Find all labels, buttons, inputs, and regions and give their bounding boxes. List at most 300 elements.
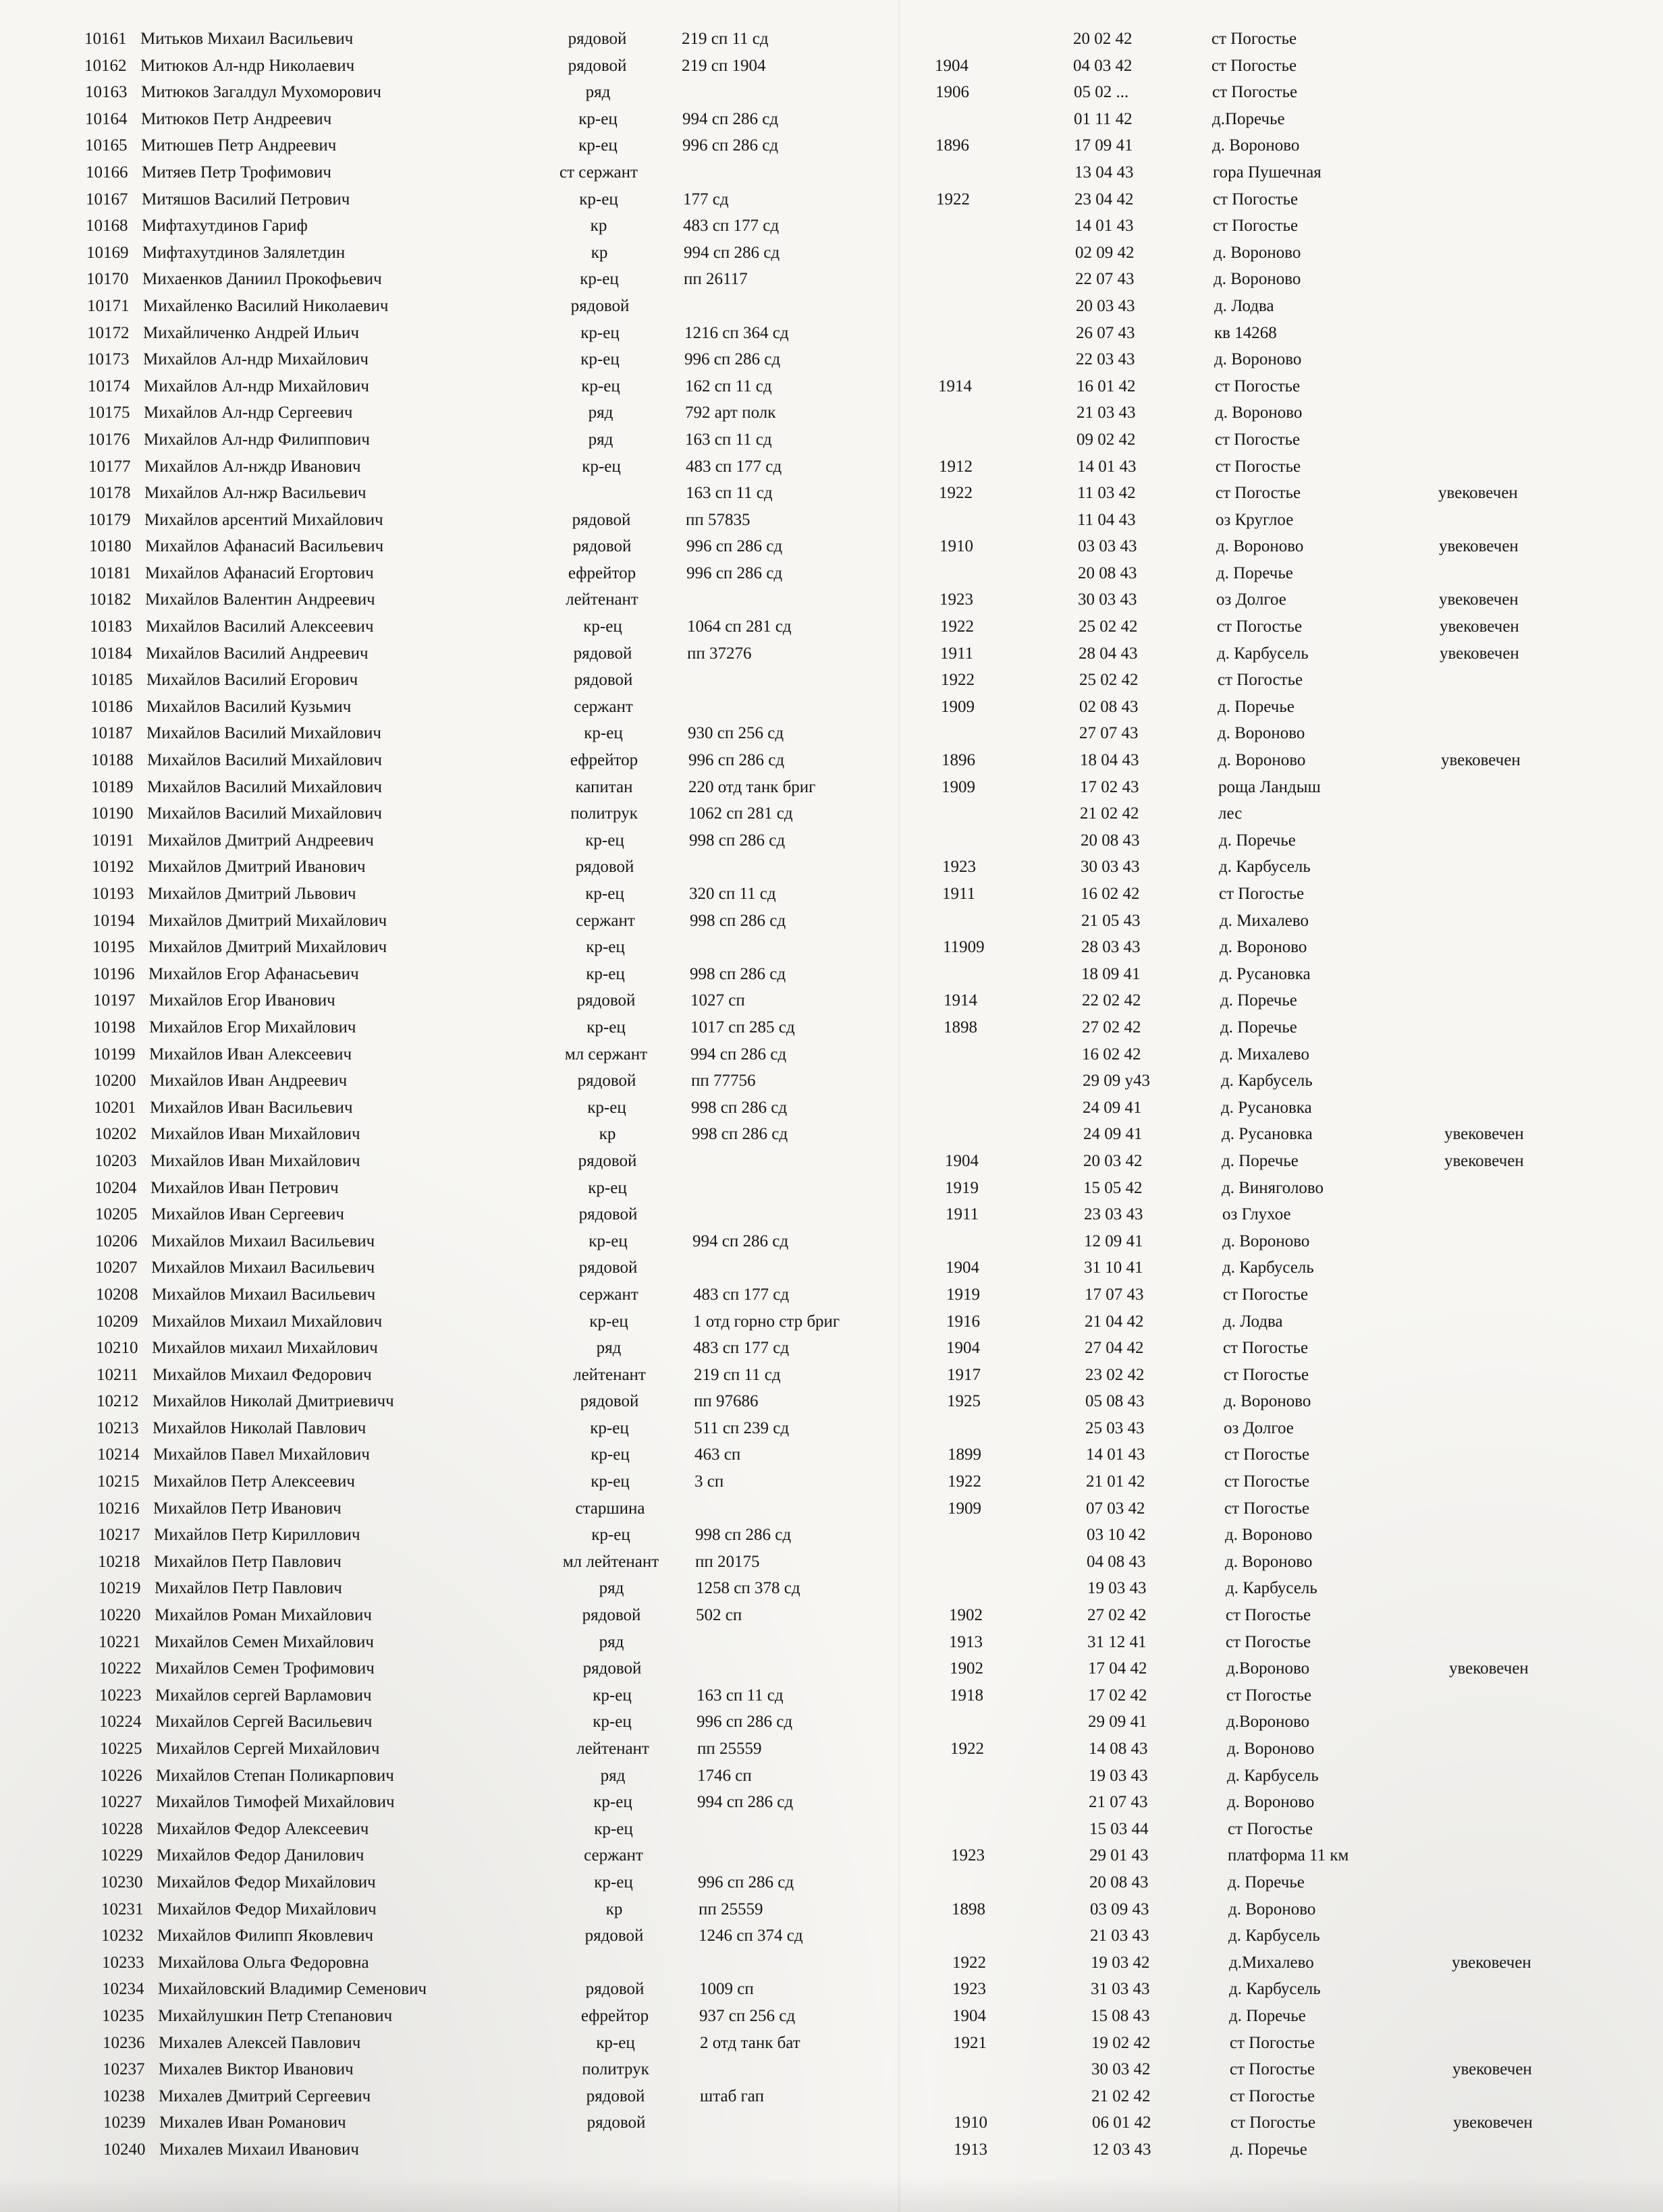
record-date: 29 09 41 — [1088, 1713, 1147, 1732]
record-date: 04 08 43 — [1087, 1552, 1146, 1571]
table-row — [0, 159, 1663, 186]
record-unit: пп 20175 — [695, 1552, 760, 1571]
record-rank: кр-ец — [586, 964, 625, 983]
record-rank: рядовой — [582, 1659, 642, 1678]
table-row — [0, 560, 1663, 587]
record-number: 10221 — [99, 1632, 141, 1651]
record-name: Михайлов Егор Иванович — [149, 991, 335, 1010]
record-place: д. Поречье — [1216, 563, 1293, 582]
record-rank: кр-ец — [578, 136, 618, 155]
record-number: 10237 — [103, 2060, 145, 2079]
record-place: ст Погостье — [1216, 484, 1301, 503]
record-number: 10196 — [92, 964, 135, 983]
record-unit: 1746 сп — [697, 1766, 752, 1785]
record-number: 10190 — [91, 804, 134, 823]
record-number: 10191 — [92, 831, 134, 850]
record-place: д. Поречье — [1218, 697, 1294, 716]
record-name: Михайлов Семен Михайлович — [155, 1632, 374, 1651]
record-year: 1906 — [935, 83, 969, 102]
record-number: 10188 — [91, 751, 134, 770]
record-number: 10231 — [101, 1900, 144, 1918]
record-place: оз Долгое — [1216, 590, 1286, 609]
record-place: д. Вороново — [1225, 1526, 1313, 1545]
record-place: д. Виняголово — [1222, 1178, 1324, 1197]
record-date: 31 03 43 — [1091, 1980, 1150, 1999]
record-rank: кр — [599, 1125, 616, 1144]
table-row — [0, 186, 1663, 213]
record-rank: кр-ец — [593, 1793, 632, 1812]
record-place: д. Вороново — [1214, 270, 1301, 289]
record-unit: 998 сп 286 сд — [690, 964, 786, 983]
record-number: 10208 — [96, 1285, 138, 1304]
table-row — [0, 480, 1663, 507]
record-rank: сержант — [584, 1846, 643, 1865]
record-year: 1896 — [942, 751, 975, 770]
record-rank: сержант — [576, 911, 635, 930]
record-year: 1921 — [953, 2033, 987, 2052]
record-rank: рядовой — [585, 1980, 645, 1999]
record-rank: ряд — [599, 1632, 624, 1651]
record-name: Митьков Михаил Васильевич — [140, 30, 354, 48]
record-number: 10238 — [103, 2086, 145, 2105]
record-name: Михайлов Валентин Андреевич — [145, 590, 375, 609]
record-rank: сержант — [579, 1285, 638, 1304]
record-name: Михайлов Дмитрий Михайлович — [148, 911, 387, 930]
record-year: 1925 — [947, 1392, 981, 1411]
record-place: ст Погостье — [1211, 56, 1297, 75]
record-place: д. Вороново — [1227, 1740, 1315, 1758]
record-unit: 994 сп 286 сд — [697, 1793, 794, 1812]
record-rank: ефрейтор — [570, 751, 638, 770]
record-name: Михайлушкин Петр Степанович — [158, 2006, 393, 2025]
record-rank: кр-ец — [591, 1526, 630, 1545]
record-name: Михалев Виктор Иванович — [159, 2060, 354, 2079]
table-row — [0, 774, 1663, 801]
record-place: д. Карбусель — [1227, 1766, 1319, 1785]
record-date: 23 02 42 — [1085, 1365, 1145, 1384]
record-place: д. Вороново — [1224, 1392, 1311, 1411]
record-name: Михайлов Ал-ндр Михайлович — [143, 350, 369, 369]
record-unit: 1216 сп 364 сд — [684, 323, 789, 342]
record-number: 10161 — [84, 30, 127, 48]
record-number: 10219 — [99, 1579, 141, 1598]
record-name: Михайленко Василий Николаевич — [143, 296, 389, 315]
record-unit: 463 сп — [694, 1445, 741, 1464]
record-name: Михалев Алексей Павлович — [159, 2033, 361, 2052]
record-number: 10173 — [87, 350, 130, 369]
record-number: 10170 — [86, 270, 129, 289]
record-date: 17 02 43 — [1080, 777, 1139, 796]
record-number: 10228 — [101, 1819, 143, 1838]
record-number: 10165 — [85, 136, 128, 155]
table-row — [0, 426, 1663, 453]
record-date: 27 02 42 — [1087, 1606, 1147, 1625]
record-rank: рядовой — [576, 991, 636, 1010]
record-year: 1909 — [948, 1499, 981, 1518]
record-number: 10209 — [96, 1312, 138, 1331]
record-number: 10180 — [89, 537, 132, 556]
record-unit: 996 сп 286 сд — [688, 751, 785, 770]
record-unit: 320 сп 11 сд — [689, 885, 776, 903]
record-place: ст Погостье — [1215, 430, 1301, 449]
record-date: 27 04 42 — [1085, 1339, 1144, 1358]
record-date: 05 08 43 — [1085, 1392, 1145, 1411]
record-rank: лейтенант — [573, 1365, 646, 1384]
table-row — [0, 2056, 1663, 2083]
record-date: 30 03 43 — [1081, 858, 1140, 877]
record-unit: 162 сп 11 сд — [685, 377, 772, 395]
record-unit: 937 сп 256 сд — [699, 2006, 796, 2025]
record-number: 10240 — [103, 2140, 146, 2159]
record-name: Михайлова Ольга Федоровна — [158, 1953, 369, 1972]
record-place: кв 14268 — [1214, 323, 1277, 342]
record-unit: 998 сп 286 сд — [695, 1526, 792, 1545]
record-rank: кр — [591, 243, 608, 262]
record-year: 1914 — [944, 991, 977, 1010]
record-rank: мл сержант — [564, 1045, 648, 1063]
record-number: 10203 — [94, 1151, 137, 1170]
record-date: 16 02 42 — [1081, 885, 1140, 903]
record-place: ст Погостье — [1226, 1686, 1312, 1705]
record-date: 29 01 43 — [1089, 1846, 1149, 1865]
record-rank: рядовой — [570, 296, 630, 315]
record-date: 21 02 42 — [1080, 804, 1139, 823]
record-place: ст Погостье — [1213, 217, 1299, 236]
record-date: 16 02 42 — [1082, 1045, 1141, 1063]
record-unit: 219 сп 1904 — [682, 56, 766, 75]
table-row — [0, 1709, 1663, 1736]
record-number: 10223 — [99, 1686, 142, 1705]
record-number: 10179 — [88, 510, 131, 529]
record-date: 13 04 43 — [1074, 163, 1134, 182]
record-place: д. Вороново — [1216, 537, 1304, 556]
record-year: 1904 — [935, 56, 969, 75]
record-date: 19 02 42 — [1091, 2033, 1151, 2052]
record-name: Михайлов Василий Михайлович — [147, 777, 382, 796]
record-name: Михалев Дмитрий Сергеевич — [159, 2086, 371, 2105]
record-place: ст Погостье — [1228, 1819, 1313, 1838]
record-number: 10178 — [88, 484, 131, 503]
record-number: 10186 — [90, 697, 133, 716]
record-name: Михайлов михаил Михайлович — [152, 1339, 378, 1358]
record-year: 1911 — [942, 885, 976, 903]
record-name: Михайлов Василий Андреевич — [146, 644, 369, 663]
record-unit: 996 сп 286 сд — [682, 136, 779, 155]
table-row — [0, 908, 1663, 935]
table-row — [0, 1495, 1663, 1522]
record-name: Михайлов Сергей Васильевич — [155, 1713, 373, 1732]
record-name: Мифтахутдинов Залялетдин — [142, 243, 346, 262]
record-name: Михаенков Даниил Прокофьевич — [142, 270, 382, 289]
record-date: 21 05 43 — [1081, 911, 1141, 930]
record-year: 1922 — [948, 1472, 981, 1491]
record-name: Михайлов Ал-ндр Михайлович — [144, 377, 369, 395]
table-row — [0, 293, 1663, 320]
record-place: д. Михалево — [1220, 1045, 1310, 1063]
record-number: 10181 — [89, 563, 132, 582]
record-place: д. Русановка — [1222, 1125, 1313, 1144]
record-rank: ефрейтор — [580, 2006, 649, 2025]
record-year: 1913 — [954, 2140, 987, 2159]
record-rank: рядовой — [582, 1606, 641, 1625]
record-place: д. Русановка — [1220, 964, 1311, 983]
record-place: д. Поречье — [1230, 2140, 1307, 2159]
record-date: 14 01 43 — [1077, 457, 1137, 476]
record-date: 18 09 41 — [1081, 964, 1141, 983]
record-place: ст Погостье — [1230, 2086, 1315, 2105]
table-row — [0, 1950, 1663, 1976]
record-number: 10189 — [91, 777, 134, 796]
table-row — [0, 1441, 1663, 1468]
record-name: Михайлов Иван Петрович — [151, 1178, 339, 1197]
table-row — [0, 1763, 1663, 1790]
table-row — [0, 1148, 1663, 1175]
table-row — [0, 934, 1663, 961]
record-place: д. Поречье — [1222, 1151, 1299, 1170]
scan-shadow — [0, 2176, 1663, 2212]
record-year: 1919 — [946, 1285, 980, 1304]
record-note: увековечен — [1441, 751, 1521, 770]
record-name: Михайлов Василий Михайлович — [147, 804, 382, 823]
record-unit: 1258 сп 378 сд — [696, 1579, 800, 1598]
record-place: ст Погостье — [1230, 2033, 1315, 2052]
record-date: 14 08 43 — [1089, 1740, 1148, 1758]
record-place: ст Погостье — [1213, 190, 1299, 209]
record-year: 1922 — [950, 1740, 984, 1758]
record-name: Митюков Петр Андреевич — [141, 109, 332, 128]
record-date: 14 01 43 — [1086, 1445, 1145, 1464]
record-number: 10230 — [101, 1873, 143, 1891]
table-row — [0, 453, 1663, 480]
record-year: 1922 — [939, 484, 973, 503]
record-rank: лейтенант — [566, 590, 638, 609]
record-number: 10168 — [86, 217, 128, 236]
record-date: 23 03 43 — [1084, 1205, 1143, 1224]
record-year: 1899 — [948, 1445, 981, 1464]
record-date: 17 02 42 — [1088, 1686, 1147, 1705]
record-place: д. Михалево — [1220, 911, 1309, 930]
record-date: 20 08 43 — [1089, 1873, 1149, 1891]
record-rank: мл лейтенант — [562, 1552, 659, 1571]
record-date: 24 09 41 — [1083, 1125, 1143, 1144]
record-rank: кр-ец — [580, 323, 620, 342]
table-row — [0, 79, 1663, 106]
record-year: 1919 — [945, 1178, 979, 1197]
record-date: 20 03 42 — [1083, 1151, 1143, 1170]
record-rank: рядовой — [572, 537, 632, 556]
record-name: Михайлов Егор Михайлович — [149, 1018, 356, 1036]
record-number: 10172 — [87, 323, 130, 342]
record-place: д.Поречье — [1212, 109, 1285, 128]
record-number: 10175 — [88, 404, 130, 422]
record-number: 10171 — [87, 296, 130, 315]
record-place: д. Вороново — [1227, 1793, 1315, 1812]
record-name: Михайлов Федор Михайлович — [157, 1900, 377, 1918]
table-row — [0, 1629, 1663, 1656]
record-date: 27 07 43 — [1079, 724, 1139, 743]
record-place: ст Погостье — [1224, 1499, 1310, 1518]
record-date: 21 07 43 — [1089, 1793, 1148, 1812]
record-number: 10212 — [97, 1392, 139, 1411]
record-unit: пп 26117 — [684, 270, 748, 289]
record-rank: рядовой — [578, 1151, 637, 1170]
record-name: Михайлов сергей Варламович — [155, 1686, 372, 1705]
record-name: Михайлов Михаил Михайлович — [152, 1312, 383, 1331]
table-row — [0, 1789, 1663, 1816]
record-name: Михайлов Семен Трофимович — [155, 1659, 375, 1678]
record-date: 19 03 42 — [1091, 1953, 1150, 1972]
record-note: увековечен — [1452, 1953, 1531, 1972]
record-unit: 998 сп 286 сд — [690, 911, 786, 930]
record-date: 07 03 42 — [1086, 1499, 1145, 1518]
record-place: д.Вороново — [1226, 1659, 1310, 1678]
record-name: Михайлов Дмитрий Андреевич — [148, 831, 374, 850]
record-name: Митюков Ал-ндр Николаевич — [140, 56, 355, 75]
record-number: 10199 — [93, 1045, 136, 1063]
record-year: 1904 — [952, 2006, 986, 2025]
record-year: 1898 — [944, 1018, 977, 1036]
record-year: 1902 — [949, 1606, 983, 1625]
record-year: 1902 — [950, 1659, 983, 1678]
record-rank: кр-ец — [588, 1178, 627, 1197]
record-number: 10232 — [101, 1927, 144, 1945]
record-number: 10169 — [86, 243, 129, 262]
record-rank: кр-ец — [590, 1418, 629, 1437]
record-date: 18 04 43 — [1080, 751, 1139, 770]
record-number: 10239 — [103, 2113, 146, 2132]
table-row — [0, 800, 1663, 827]
record-year: 1898 — [952, 1900, 985, 1918]
record-date: 31 10 41 — [1084, 1259, 1143, 1277]
record-name: Михайлов Степан Поликарпович — [156, 1766, 394, 1785]
record-date: 03 03 43 — [1078, 537, 1137, 556]
record-number: 10218 — [98, 1552, 140, 1571]
table-row — [0, 132, 1663, 159]
record-name: Митяев Петр Трофимович — [142, 163, 331, 182]
record-unit: 1009 сп — [699, 1980, 754, 1999]
record-place: ст Погостье — [1218, 671, 1303, 690]
record-number: 10185 — [90, 671, 133, 690]
record-name: Митюшев Петр Андреевич — [141, 136, 337, 155]
record-date: 05 02 ... — [1074, 83, 1129, 102]
record-name: Михайлов Сергей Михайлович — [156, 1740, 380, 1758]
table-row — [0, 1602, 1663, 1629]
record-number: 10162 — [84, 56, 127, 75]
record-number: 10183 — [90, 617, 132, 636]
record-unit: 994 сп 286 сд — [692, 1232, 789, 1250]
records-table — [0, 26, 1663, 2163]
table-row — [0, 640, 1663, 667]
record-date: 12 09 41 — [1084, 1232, 1143, 1250]
record-number: 10211 — [97, 1365, 138, 1384]
record-name: Михайлов Тимофей Михайлович — [156, 1793, 395, 1812]
record-name: Михайличенко Андрей Ильич — [143, 323, 360, 342]
record-year: 1910 — [939, 537, 973, 556]
record-number: 10176 — [88, 430, 130, 449]
record-date: 15 08 43 — [1091, 2006, 1150, 2025]
record-date: 21 03 43 — [1090, 1927, 1149, 1945]
record-name: Михайлов Ал-ндр Филиппович — [144, 430, 370, 449]
record-note: увековечен — [1453, 2113, 1533, 2132]
record-year: 1914 — [938, 377, 972, 395]
record-rank: ряд — [600, 1766, 626, 1785]
record-date: 20 03 43 — [1076, 296, 1135, 315]
table-row — [0, 2030, 1663, 2057]
record-number: 10195 — [92, 938, 135, 957]
record-name: Михайлов Михаил Васильевич — [152, 1285, 376, 1304]
record-number: 10192 — [92, 858, 134, 877]
table-row — [0, 106, 1663, 133]
record-date: 17 07 43 — [1085, 1285, 1144, 1304]
record-unit: 996 сп 286 сд — [697, 1713, 793, 1732]
record-date: 28 03 43 — [1081, 938, 1141, 957]
record-place: д. Вороново — [1212, 136, 1300, 155]
record-rank: политрук — [570, 804, 638, 823]
record-unit: 177 сд — [683, 190, 729, 209]
table-row — [0, 1869, 1663, 1896]
record-date: 31 12 41 — [1087, 1632, 1147, 1651]
record-name: Михайлов Иван Сергеевич — [151, 1205, 344, 1224]
record-place: оз Долгое — [1224, 1418, 1294, 1437]
record-date: 17 09 41 — [1074, 136, 1133, 155]
record-date: 20 08 43 — [1078, 563, 1137, 582]
record-rank: рядовой — [586, 2086, 645, 2105]
record-place: д. Русановка — [1221, 1098, 1312, 1117]
record-name: Михайлов Егор Афанасьевич — [148, 964, 359, 983]
record-year: 1917 — [947, 1365, 981, 1384]
record-rank: кр-ец — [596, 2033, 635, 2052]
record-date: 02 08 43 — [1079, 697, 1139, 716]
record-date: 25 02 42 — [1079, 671, 1139, 690]
record-number: 10205 — [95, 1205, 138, 1224]
record-number: 10226 — [100, 1766, 142, 1785]
record-unit: 3 сп — [694, 1472, 724, 1491]
record-number: 10194 — [92, 911, 135, 930]
record-place: д. Вороново — [1225, 1552, 1313, 1571]
record-date: 19 03 43 — [1089, 1766, 1148, 1785]
record-date: 06 01 42 — [1092, 2113, 1151, 2132]
table-row — [0, 213, 1663, 240]
record-number: 10202 — [94, 1125, 137, 1144]
record-unit: пп 25559 — [699, 1900, 763, 1918]
record-rank: рядовой — [568, 56, 627, 75]
record-date: 09 02 42 — [1076, 430, 1136, 449]
table-row — [0, 1335, 1663, 1362]
record-date: 03 10 42 — [1087, 1526, 1146, 1545]
record-number: 10215 — [97, 1472, 140, 1491]
record-place: д.Вороново — [1226, 1713, 1310, 1732]
record-unit: 1 отд горно стр бриг — [693, 1312, 840, 1331]
record-date: 19 03 43 — [1087, 1579, 1147, 1598]
record-name: Михайлов Николай Павлович — [153, 1418, 366, 1437]
table-row — [0, 2136, 1663, 2163]
record-rank: кр-ец — [594, 1819, 633, 1838]
record-number: 10224 — [99, 1713, 142, 1732]
record-number: 10229 — [101, 1846, 143, 1865]
record-number: 10204 — [94, 1178, 137, 1197]
record-date: 22 03 43 — [1076, 350, 1135, 369]
record-unit: 994 сп 286 сд — [684, 243, 780, 262]
table-row — [0, 613, 1663, 640]
record-number: 10222 — [99, 1659, 142, 1678]
record-number: 10200 — [94, 1072, 136, 1090]
record-note: увековечен — [1444, 1125, 1524, 1144]
record-rank: кр-ец — [589, 1232, 628, 1250]
record-name: Михалев Михаил Иванович — [159, 2140, 359, 2159]
record-rank: кр-ец — [587, 1098, 626, 1117]
record-number: 10197 — [93, 991, 136, 1010]
record-date: 04 03 42 — [1073, 56, 1133, 75]
